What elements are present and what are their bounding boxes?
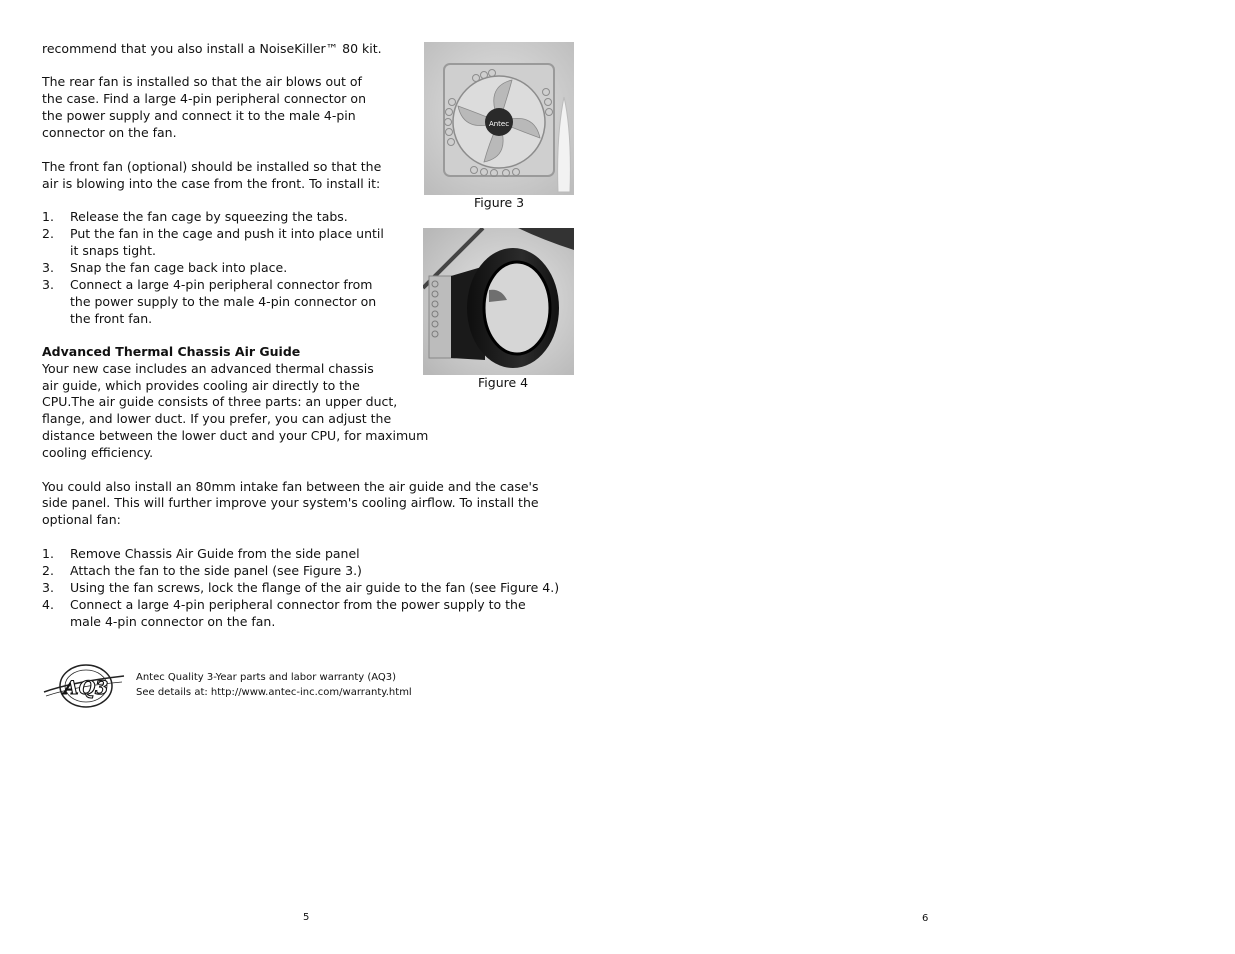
step-text: Connect a large 4-pin peripheral connector from the power supply to the (70, 597, 526, 612)
step-number: 2. (42, 226, 54, 241)
warranty-details-line: See details at: http://www.antec-inc.com/warranty.html (136, 687, 412, 698)
fan-hub-label: Antec (488, 120, 510, 128)
figure-4-photo (423, 228, 574, 375)
air-guide-line: CPU.The air guide consists of three parts: an upper duct, (42, 394, 398, 409)
aq3-logo-text: AQ3 (63, 677, 109, 699)
front-fan-steps (42, 208, 384, 327)
list-item-continuation (42, 613, 559, 630)
list-item (42, 208, 384, 225)
step-number: 1. (42, 546, 54, 561)
rear-fan-line: the case. Find a large 4-pin peripheral connector on (42, 91, 366, 106)
list-item-continuation (42, 310, 384, 327)
list-item (42, 596, 559, 613)
intake-fan-line: optional fan: (42, 512, 121, 527)
page-number-left: 5 (303, 912, 310, 923)
right-page (617, 0, 1235, 954)
step-number: 3. (42, 580, 54, 595)
left-page (0, 0, 617, 954)
rear-fan-line: connector on the fan. (42, 125, 177, 140)
air-guide-line: flange, and lower duct. If you prefer, you can adjust the (42, 411, 392, 426)
step-number: 1. (42, 209, 54, 224)
section-heading: Advanced Thermal Chassis Air Guide (42, 344, 301, 359)
step-number: 4. (42, 597, 54, 612)
step-text: Connect a large 4-pin peripheral connector from (70, 277, 373, 292)
step-text: male 4-pin connector on the fan. (70, 614, 276, 629)
air-guide-illustration (423, 228, 574, 375)
step-text: the front fan. (70, 311, 153, 326)
step-text: Attach the fan to the side panel (see Figure 3.) (70, 563, 362, 578)
list-item (42, 579, 559, 596)
page-number-right: 6 (922, 913, 929, 924)
intake-fan-line: You could also install an 80mm intake fan between the air guide and the case's (42, 479, 539, 494)
front-fan-line: air is blowing into the case from the front. To install it: (42, 176, 381, 191)
figure-4-caption: Figure 4 (478, 375, 529, 390)
air-guide-line: air guide, which provides cooling air directly to the (42, 378, 360, 393)
rear-fan-line: The rear fan is installed so that the air blows out of (42, 74, 362, 89)
step-number: 3. (42, 260, 54, 275)
intake-fan-line: side panel. This will further improve your system's cooling airflow. To install the (42, 495, 539, 510)
intake-fan-steps (42, 545, 559, 630)
step-text: Using the fan screws, lock the flange of the air guide to the fan (see Figure 4.) (70, 580, 560, 595)
step-text: Release the fan cage by squeezing the tabs. (70, 209, 348, 224)
aq3-seal-icon (42, 662, 126, 710)
list-item (42, 562, 559, 579)
air-guide-line: Your new case includes an advanced thermal chassis (42, 361, 374, 376)
step-number: 2. (42, 563, 54, 578)
step-text: it snaps tight. (70, 243, 156, 258)
list-item (42, 545, 559, 562)
air-guide-line: distance between the lower duct and your CPU, for maximum (42, 428, 429, 443)
list-item (42, 225, 384, 242)
air-guide-line: cooling efficiency. (42, 445, 154, 460)
list-item-continuation (42, 293, 384, 310)
list-item (42, 259, 384, 276)
rear-fan-line: the power supply and connect it to the male 4-pin (42, 108, 356, 123)
step-number: 3. (42, 277, 54, 292)
step-text: Snap the fan cage back into place. (70, 260, 288, 275)
aq3-logo (42, 662, 126, 710)
figure-3-caption: Figure 3 (474, 195, 525, 210)
figure-3-photo (424, 42, 574, 195)
intro-line: recommend that you also install a NoiseKiller™ 80 kit. (42, 41, 382, 56)
list-item-continuation (42, 242, 384, 259)
list-item (42, 276, 384, 293)
step-text: the power supply to the male 4-pin connector on (70, 294, 377, 309)
step-text: Put the fan in the cage and push it into place until (70, 226, 384, 241)
front-fan-line: The front fan (optional) should be installed so that the (42, 159, 382, 174)
step-text: Remove Chassis Air Guide from the side panel (70, 546, 360, 561)
fan-illustration (424, 42, 574, 195)
warranty-line: Antec Quality 3-Year parts and labor warranty (AQ3) (136, 672, 397, 683)
